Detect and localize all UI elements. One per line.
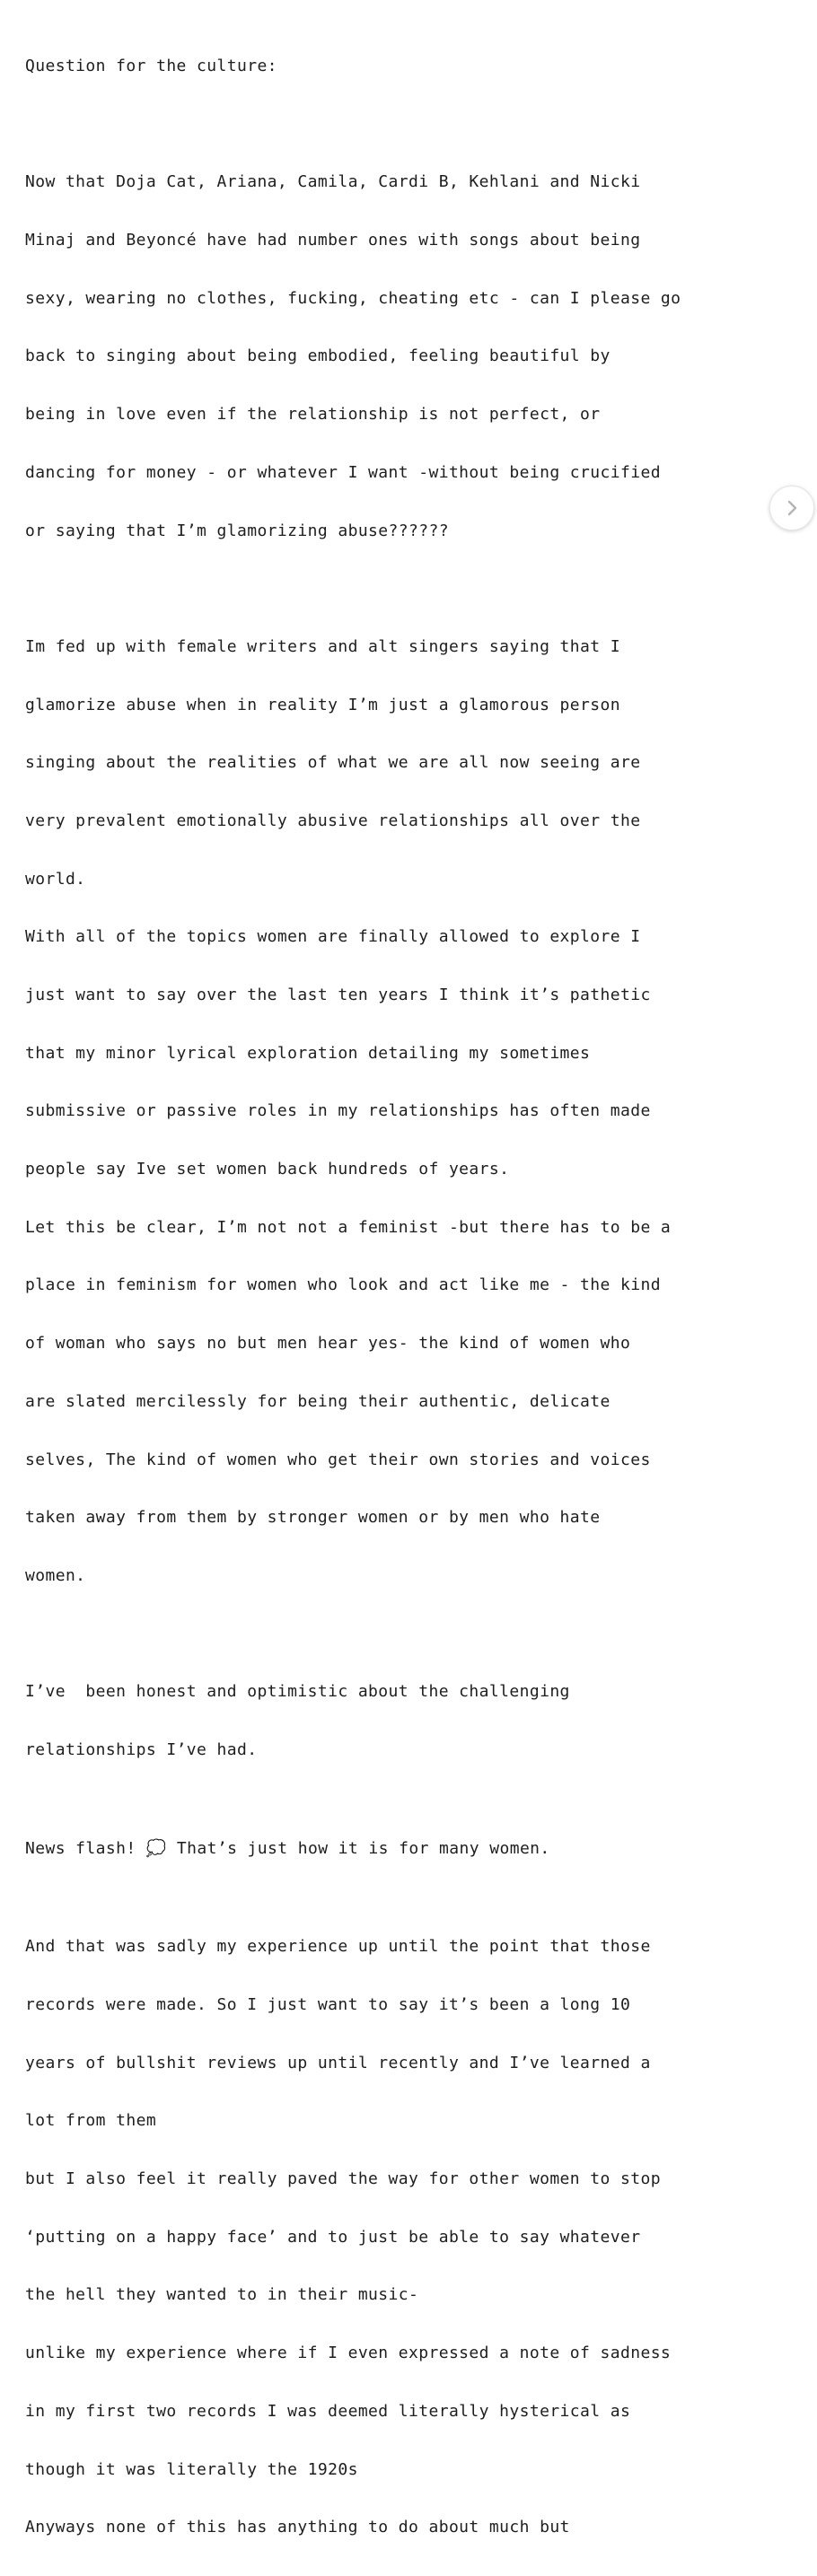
text-line: Im fed up with female writers and alt singers saying that I [25,636,620,656]
text-line: Let this be clear, I’m not not a feminist -but there has to be a [25,1217,672,1237]
text-line: taken away from them by stronger women or by men who hate [25,1508,601,1528]
text-line: singing about the realities of what we are all now seeing are [25,753,641,773]
text-line: back to singing about being embodied, feeling beautiful by [25,346,611,366]
typewriter-statement [25,19,797,2576]
text-line: years of bullshit reviews up until recently and I’ve learned a [25,2053,651,2072]
blank-line [25,115,797,136]
text-line: people say Ive set women back hundreds of years. [25,1160,510,1179]
text-line: but I also feel it really paved the way for other women to stop [25,2169,661,2189]
text-line: News flash! 💭 That’s just how it is for many women. [25,1838,550,1858]
spacer [25,1897,797,1899]
text-line: world. [25,869,86,889]
text-line: that my minor lyrical exploration detailing my sometimes [25,1043,591,1063]
next-slide-button[interactable] [769,486,814,530]
text-line: place in feminism for women who look and act like me - the kind [25,1275,661,1295]
text-line: Question for the culture: [25,57,277,75]
text-line: being in love even if the relationship is not perfect, or [25,405,601,425]
text-line: are slated mercilessly for being their authentic, delicate [25,1391,611,1411]
text-line: selves, The kind of women who get their own stories and voices [25,1450,651,1469]
text-line: Anyways none of this has anything to do about much but [25,2518,570,2537]
text-line: very prevalent emotionally abusive relationships all over the [25,810,641,830]
text-line: glamorize abuse when in reality I’m just a glamorous person [25,695,620,714]
text-line: records were made. So I just want to say it’s been a long 10 [25,1995,631,2014]
text-line: ‘putting on a happy face’ and to just be able to say whatever [25,2227,641,2247]
text-line: though it was literally the 1920s [25,2459,358,2479]
text-line: With all of the topics women are finally allowed to explore I [25,927,641,947]
text-line: the hell they wanted to in their music- [25,2285,419,2305]
text-line: unlike my experience where if I even expressed a note of sadness [25,2344,672,2363]
text-line: I’ve been honest and optimistic about the challenging [25,1682,570,1702]
spacer [25,1799,797,1801]
text-line: just want to say over the last ten years I think it’s pathetic [25,986,651,1004]
blank-line [25,1625,797,1645]
text-line: women. [25,1565,86,1585]
chevron-right-icon [782,498,802,518]
text-line: of woman who says no but men hear yes- the kind of women who [25,1334,631,1354]
text-line: dancing for money - or whatever I want -without being crucified [25,462,661,482]
text-line: And that was sadly my experience up until the point that those [25,1937,651,1957]
blank-line [25,579,797,600]
text-line: in my first two records I was deemed literally hysterical as [25,2401,631,2421]
text-line: or saying that I’m glamorizing abuse?????? [25,521,449,540]
text-line: Now that Doja Cat, Ariana, Camila, Cardi B, Kehlani and Nicki [25,172,641,192]
text-line: Minaj and Beyoncé have had number ones with songs about being [25,231,641,250]
text-line: lot from them [25,2111,157,2131]
text-line: submissive or passive roles in my relationships has often made [25,1101,651,1121]
text-line: sexy, wearing no clothes, fucking, cheating etc - can I please go [25,288,681,308]
text-line: relationships I’ve had. [25,1739,258,1759]
